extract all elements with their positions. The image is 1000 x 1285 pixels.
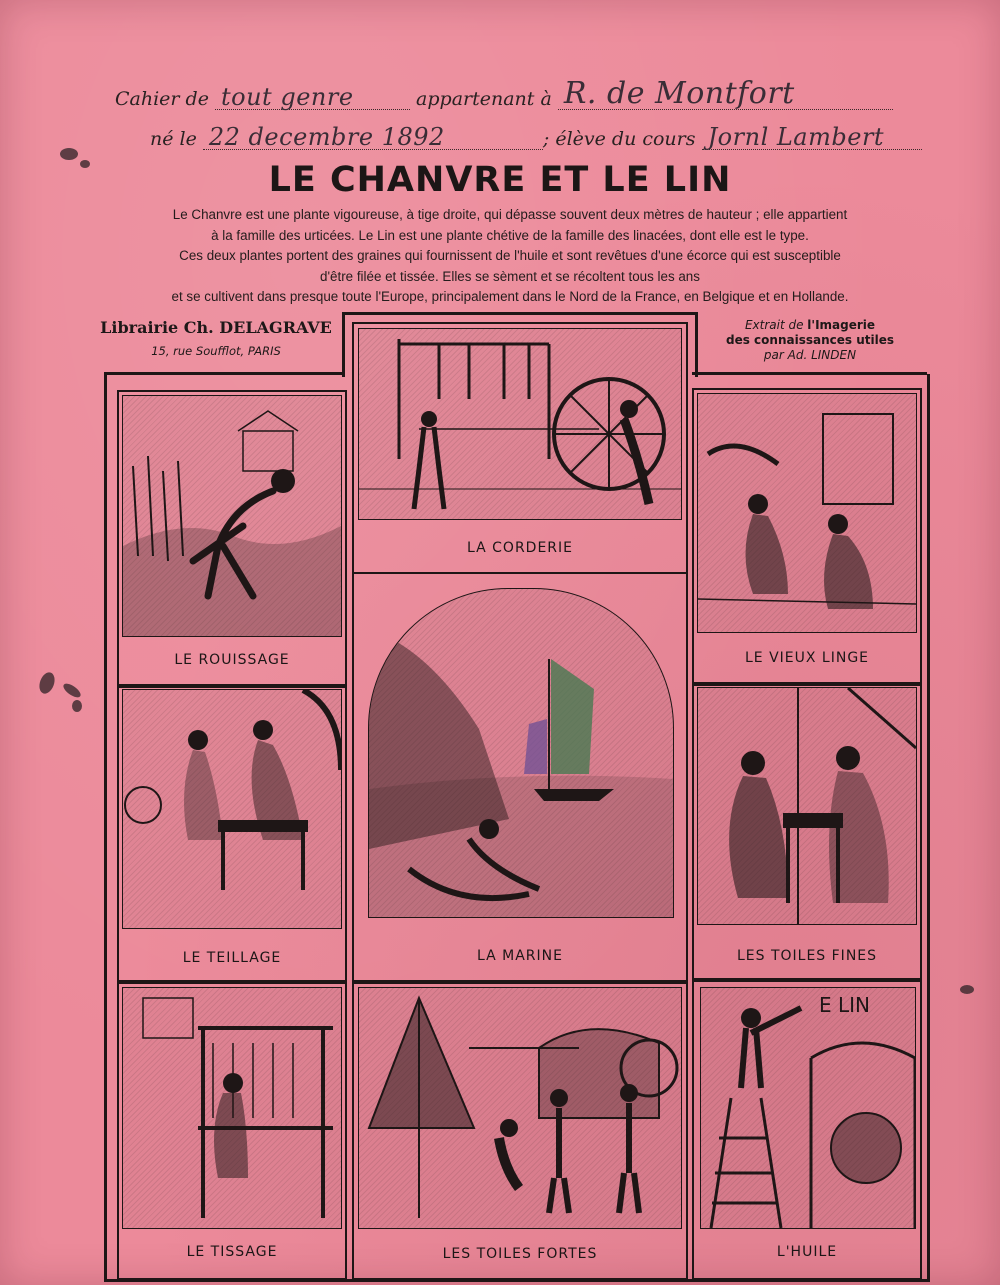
appartenant-handwriting: R. de Montfort: [563, 76, 795, 111]
caption-tissage: LE TISSAGE: [186, 1244, 278, 1260]
cahier-label: Cahier de: [115, 88, 209, 110]
caption-huile: L'HUILE: [776, 1244, 838, 1260]
series-line1-bold: l'Imagerie: [807, 318, 876, 332]
ragpickers-icon: [698, 394, 916, 632]
intro-text: [80, 205, 940, 308]
worker-hemp-icon: [123, 396, 341, 636]
panel-toiles-fortes: [352, 980, 688, 1280]
publisher-address: 15, rue Soufflot, PARIS: [151, 344, 281, 358]
illustration-vieux-linge: [697, 393, 917, 633]
series-line3: par Ad. LINDEN: [763, 348, 857, 362]
outer-frame-top-right: [692, 372, 927, 375]
publisher-name: Librairie Ch. DELAGRAVE: [100, 318, 332, 337]
ne-label: né le: [150, 128, 197, 150]
rope-wheel-icon: [359, 329, 681, 519]
caption-marine: LA MARINE: [477, 948, 563, 964]
panel-teillage: [117, 684, 347, 984]
page-title: LE CHANVRE ET LE LIN: [268, 160, 732, 200]
huile-sign-text: E LIN: [819, 993, 870, 1017]
intro-line: Le Chanvre est une plante vigoureuse, à tige droite, qui dépasse souvent deux mètres de hauteur ; elle appartient: [172, 207, 848, 222]
tents-wagon-icon: [359, 988, 681, 1228]
ink-stain: [60, 148, 78, 160]
form-line-cahier: [115, 76, 893, 111]
appartenant-field: [558, 76, 893, 111]
panel-vieux-linge: [692, 388, 922, 686]
intro-line: à la famille des urticées. Le Lin est une plante chétive de la famille des linacées, dont elle est le type.: [211, 227, 809, 243]
appartenant-label: appartenant à: [416, 88, 552, 110]
illustration-teillage: [122, 689, 342, 929]
caption-teillage: LE TEILLAGE: [182, 950, 282, 966]
series-line1-italic: Extrait de: [744, 318, 804, 332]
caption-toiles-fines: LES TOILES FINES: [736, 948, 878, 964]
caption-corderie: LA CORDERIE: [467, 540, 573, 556]
panel-corderie: [352, 322, 688, 574]
intro-line: d'être filée et tissée. Elles se sèment et se récoltent tous les ans: [320, 268, 700, 284]
illustration-rouissage: [122, 395, 342, 637]
caption-vieux-linge: LE VIEUX LINGE: [744, 650, 870, 666]
ink-stain: [61, 681, 83, 700]
illustration-marine: [368, 588, 674, 918]
eleve-label: ; élève du cours: [542, 128, 696, 150]
illustration-huile: [700, 987, 916, 1229]
intro-line: Ces deux plantes portent des graines qui fournissent de l'huile et sont revêtues d'une écorce qui est susceptible: [179, 248, 841, 263]
panel-marine: [352, 572, 688, 984]
oil-mill-icon: [701, 988, 915, 1228]
intro-line: et se cultivent dans presque toute l'Europe, principalement dans le Nord de la France, en Belgique et en Hollande.: [171, 289, 849, 304]
spinning-women-icon: [123, 690, 341, 928]
cahier-field: [215, 83, 410, 111]
ne-field: [203, 123, 543, 151]
form-line-ne: [150, 123, 922, 151]
series-line2: des connaissances utiles: [726, 333, 894, 347]
panel-toiles-fines: [692, 682, 922, 982]
illustration-tissage: [122, 987, 342, 1229]
illustration-toiles-fortes: [358, 987, 682, 1229]
cahier-handwriting: tout genre: [221, 83, 354, 111]
illustration-corderie: [358, 328, 682, 520]
sailboat-fisherman-icon: [369, 589, 673, 917]
panel-huile: [692, 978, 922, 1280]
eleve-field: [702, 123, 922, 151]
ne-handwriting: 22 decembre 1892: [208, 123, 445, 151]
panel-tissage: [117, 980, 347, 1280]
ink-stain: [37, 670, 58, 695]
ink-stain: [72, 700, 82, 712]
caption-toiles-fortes: LES TOILES FORTES: [442, 1246, 598, 1262]
ink-stain: [960, 985, 974, 994]
series-block: [705, 318, 915, 363]
panel-rouissage: [117, 390, 347, 688]
lace-makers-icon: [698, 688, 916, 924]
loom-weaver-icon: [123, 988, 341, 1228]
illustration-toiles-fines: [697, 687, 917, 925]
publisher-block: [86, 318, 346, 358]
caption-rouissage: LE ROUISSAGE: [174, 652, 290, 668]
eleve-handwriting: Jornl Lambert: [707, 123, 885, 151]
outer-frame-top-left: [104, 372, 344, 375]
